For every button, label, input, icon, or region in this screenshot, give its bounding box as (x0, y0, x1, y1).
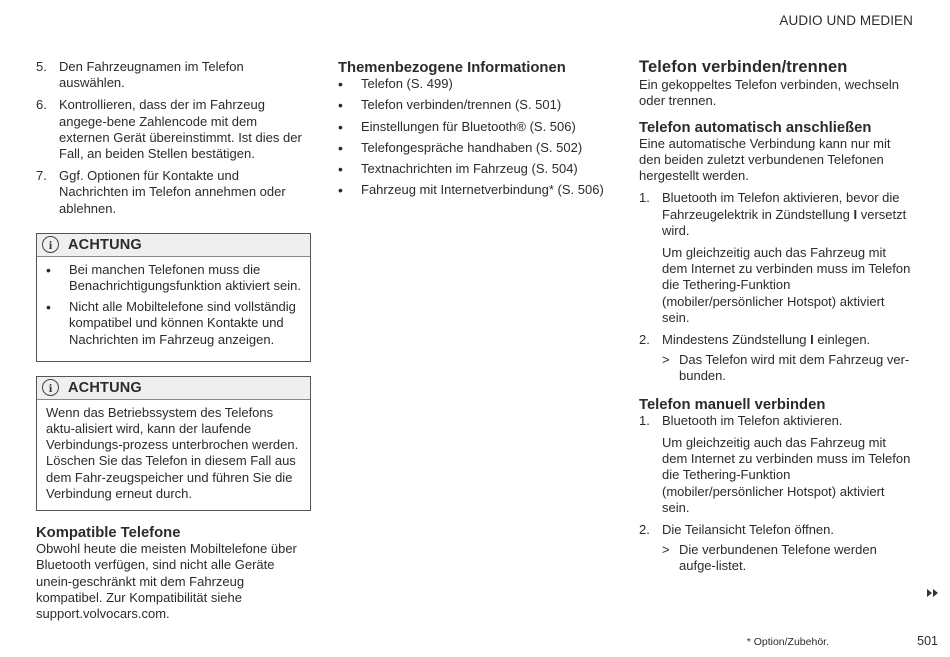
related-links-list (338, 76, 608, 198)
column-left (36, 59, 311, 622)
auto-connect-intro: Eine automatische Verbindung kann nur mit den beiden zuletzt verbundenen Telefonen hergestellt werden. (639, 135, 891, 184)
auto-connect-steps (639, 190, 914, 384)
related-info-heading: Themenbezogene Informationen (338, 60, 566, 76)
warning-body (37, 257, 310, 361)
warning-text: Wenn das Betriebssystem des Telefons aktu-alisiert wird, kann der laufende Verbindungs-prozess unterbrochen werden. Löschen Sie das Telefon in diesem Fall aus dem Fahr-zeugspeicher und führen Sie die Verbindung erneut durch. (46, 404, 299, 501)
related-link[interactable]: • Telefongespräche handhaben (S. 502) (338, 140, 608, 156)
footnote: * Option/Zubehör. (746, 636, 829, 648)
warning-title: ACHTUNG (68, 236, 142, 253)
continue-arrow-icon[interactable] (926, 587, 940, 603)
page-title: Telefon verbinden/trennen (639, 58, 848, 76)
list-item: • Nicht alle Mobiltelefone sind vollständig kompatibel und können Kontakte und Nachrichten im Fahrzeug anzeigen. (46, 299, 302, 348)
warning-box (36, 233, 311, 362)
auto-connect-heading: Telefon automatisch anschließen (639, 119, 872, 136)
compatible-phones-heading: Kompatible Telefone (36, 525, 181, 542)
list-item: 2. Mindestens Zündstellung I einlegen. > Das Telefon wird mit dem Fahrzeug ver-bunden. (639, 332, 914, 385)
related-link[interactable]: • Einstellungen für Bluetooth® (S. 506) (338, 119, 608, 135)
warning-box (36, 376, 311, 511)
step-result: > Die verbundenen Telefone werden aufge-listet. (662, 542, 877, 574)
double-arrow-right-icon (926, 588, 940, 598)
step-note: Um gleichzeitig auch das Fahrzeug mit dem Internet zu verbinden muss im Telefon die Tethering-Funktion (mobiler/persönlicher Hotspot) aktiviert sein. (662, 435, 911, 515)
warning-bullets (46, 262, 302, 348)
list-item: 7. Ggf. Optionen für Kontakte und Nachrichten im Telefon annehmen oder ablehnen. (36, 168, 286, 216)
section-header: AUDIO UND MEDIEN (779, 13, 913, 28)
list-item: 5. Den Fahrzeugnamen im Telefon auswählen. (36, 59, 244, 91)
related-link[interactable]: • Telefon (S. 499) (338, 76, 608, 92)
step-result: > Das Telefon wird mit dem Fahrzeug ver-bunden. (662, 352, 910, 384)
info-icon: i (42, 379, 59, 396)
list-item: 1. Bluetooth im Telefon aktivieren, bevor die Fahrzeugelektrik in Zündstellung I versetzt wird. Um gleichzeitig auch das Fahrzeug mit dem Internet zu verbinden muss im Telefon die Tethering-Funktion (mobiler/persönlicher Hotspot) aktiviert sein. (639, 190, 914, 326)
warning-header (37, 234, 310, 257)
column-middle (338, 60, 608, 203)
result-marker: > (662, 542, 670, 558)
info-icon: i (42, 236, 59, 253)
list-item: 1. Bluetooth im Telefon aktivieren. Um gleichzeitig auch das Fahrzeug mit dem Internet zu verbinden muss im Telefon die Tethering-Funktion (mobiler/persönlicher Hotspot) aktiviert sein. (639, 413, 914, 516)
list-item: 2. Die Teilansicht Telefon öffnen. > Die verbundenen Telefone werden aufge-listet. (639, 522, 914, 575)
related-link[interactable]: • Fahrzeug mit Internetverbindung* (S. 506) (338, 182, 608, 198)
result-marker: > (662, 352, 670, 368)
manual-connect-steps (639, 413, 914, 575)
compatible-phones-text: Obwohl heute die meisten Mobiltelefone über Bluetooth verfügen, sind nicht alle Geräte unein-geschränkt mit dem Fahrzeug kompatibel. Zur Kompatibilität siehe support.volvocars.com. (36, 541, 297, 622)
step-note: Um gleichzeitig auch das Fahrzeug mit dem Internet zu verbinden muss im Telefon die Tethering-Funktion (mobiler/persönlicher Hotspot) aktiviert sein. (662, 245, 911, 325)
page-number: 501 (917, 634, 938, 648)
list-item: • Bei manchen Telefonen muss die Benachrichtigungsfunktion aktiviert sein. (46, 262, 302, 294)
intro-text: Ein gekoppeltes Telefon verbinden, wechseln oder trennen. (639, 77, 899, 109)
pairing-steps-list (36, 59, 311, 217)
warning-header (37, 377, 310, 400)
manual-connect-heading: Telefon manuell verbinden (639, 396, 826, 413)
warning-body (37, 400, 310, 510)
list-item: 6. Kontrollieren, dass der im Fahrzeug angege-bene Zahlencode mit dem externen Gerät übereinstimmt. Ist dies der Fall, an beiden Stellen bestätigen. (36, 97, 302, 162)
related-link[interactable]: • Telefon verbinden/trennen (S. 501) (338, 97, 608, 113)
column-right (639, 59, 914, 581)
warning-title: ACHTUNG (68, 379, 142, 396)
related-link[interactable]: • Textnachrichten im Fahrzeug (S. 504) (338, 161, 608, 177)
